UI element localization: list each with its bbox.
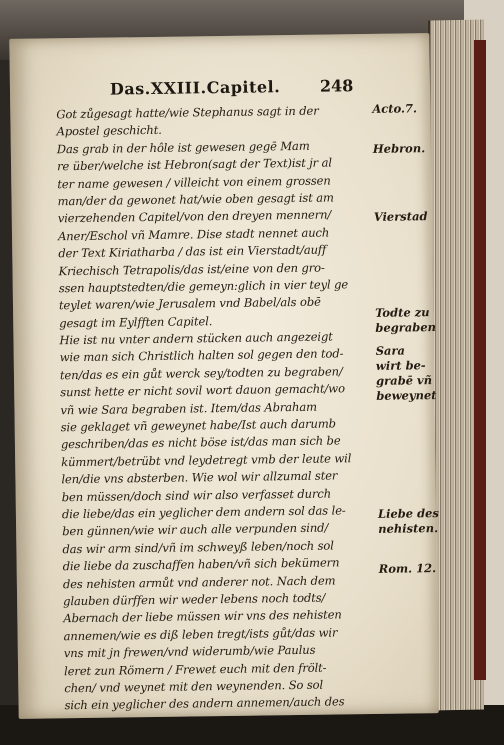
text-line: vierzehenden Capitel/von den dreyen mennern/: [57, 207, 332, 226]
text-line: ssen hauptstedten/die gemeyn:glich in vier teyl ge: [58, 277, 349, 296]
text-line: teylet waren/wie Jerusalem vnd Babel/als obē: [58, 294, 321, 313]
margin-note: [373, 141, 426, 157]
text-line: ter name gewesen / villeicht von einem grossen: [57, 173, 331, 191]
book-cover-edge: [474, 40, 486, 680]
margin-note-line: Sara: [375, 343, 406, 358]
text-line: kümmert/betrübt vnd leydetregt vmb der leute wil: [61, 451, 352, 470]
margin-note-line: beweynet: [376, 388, 437, 403]
margin-note: [379, 561, 437, 577]
text-line: gesagt im Eylfften Capitel.: [59, 313, 213, 330]
text-line: chen/ vnd weynet mit den weynenden. So sol: [64, 677, 324, 696]
text-line: vns mit jn frewen/vnd widerumb/wie Paulus: [63, 642, 316, 661]
page-number: 248: [319, 76, 354, 96]
text-line: die liebe da zuschaffen haben/vñ sich bekümern: [62, 555, 340, 574]
margin-note-line: Todte zu: [375, 305, 430, 320]
text-line: re über/welche ist Hebron(sagt der Text)ist jr al: [56, 155, 332, 174]
text-line: Kriechisch Tetrapolis/das ist/eine von den gro-: [58, 260, 325, 278]
margin-note-line: Acto.7.: [372, 101, 418, 116]
margin-note: [374, 209, 428, 225]
text-line: des nehisten armůt vnd anderer not. Nach dem: [62, 573, 336, 591]
text-line: Abernach der liebe müssen wir vns des nehisten: [63, 607, 342, 626]
body-text: [56, 102, 374, 715]
text-line: Apostel geschicht.: [56, 123, 162, 139]
text-line: annemen/wie es diß leben tregt/ists gůt/das wir: [63, 625, 338, 643]
text-line: leret zun Römern / Frewet euch mit den frölt-: [64, 660, 327, 678]
margin-note: [376, 343, 437, 404]
text-line: Das grab in der hôle ist gewesen gegē Mam: [56, 138, 310, 157]
running-head: [110, 76, 390, 102]
margin-note: [372, 101, 417, 117]
text-line: Got zůgesagt hatte/wie Stephanus sagt in der: [56, 103, 319, 122]
margin-note-line: wirt be-: [375, 358, 426, 373]
margin-note-line: nehisten.: [378, 521, 439, 536]
margin-note-line: Rom. 12.: [378, 561, 437, 576]
text-line: vñ wie Sara begraben ist. Item/das Abraham: [60, 399, 317, 417]
text-line: ten/das es ein gůt werck sey/todten zu begraben/: [59, 364, 343, 383]
text-line: glauben dürffen wir weder lebens noch todts/: [63, 590, 326, 609]
chapter-title: Das.XXIII.Capitel.: [109, 77, 281, 99]
margin-note-line: Liebe des: [377, 506, 440, 521]
margin-note: [378, 506, 439, 537]
text-line: ben günnen/wie wir auch alle verpunden sind/: [62, 520, 329, 539]
margin-note-line: begraben: [375, 320, 437, 335]
margin-note-line: Vierstad: [373, 209, 428, 224]
text-line: sich ein yeglicher des andern annemen/auch des: [64, 694, 345, 713]
text-line: sie geklaget vñ geweynet habe/Ist auch darumb: [60, 416, 337, 435]
text-line: wie man sich Christlich halten sol gegen den tod-: [59, 346, 344, 365]
text-line: Aner/Eschol vñ Mamre. Dise stadt nennet auch: [57, 225, 330, 244]
text-line: geschriben/das es nicht böse ist/das man sich be: [60, 433, 341, 452]
text-line: len/die vns absterben. Wie wol wir allzumal ster: [61, 468, 338, 487]
margin-note: [375, 305, 436, 336]
text-line: man/der da gewonet hat/wie oben gesagt ist am: [57, 190, 334, 209]
text-line: sunst hette er nicht sovil wort dauon gemacht/wo: [60, 381, 345, 400]
text-line: die liebe/das ein yeglicher dem andern sol das le-: [61, 503, 346, 522]
text-line: ben müssen/doch sind wir also verfasset durch: [61, 486, 332, 504]
margin-note-line: Hebron.: [372, 141, 426, 156]
margin-note-line: grabē vñ: [375, 373, 433, 388]
text-line: Hie ist nu vnter andern stücken auch angezeigt: [59, 329, 333, 348]
text-line: der Text Kiriatharba / das ist ein Vierstadt/auff: [58, 242, 327, 261]
book-page: [9, 33, 438, 719]
text-line: das wir arm sind/vñ im schweyß leben/noch sol: [62, 538, 334, 557]
